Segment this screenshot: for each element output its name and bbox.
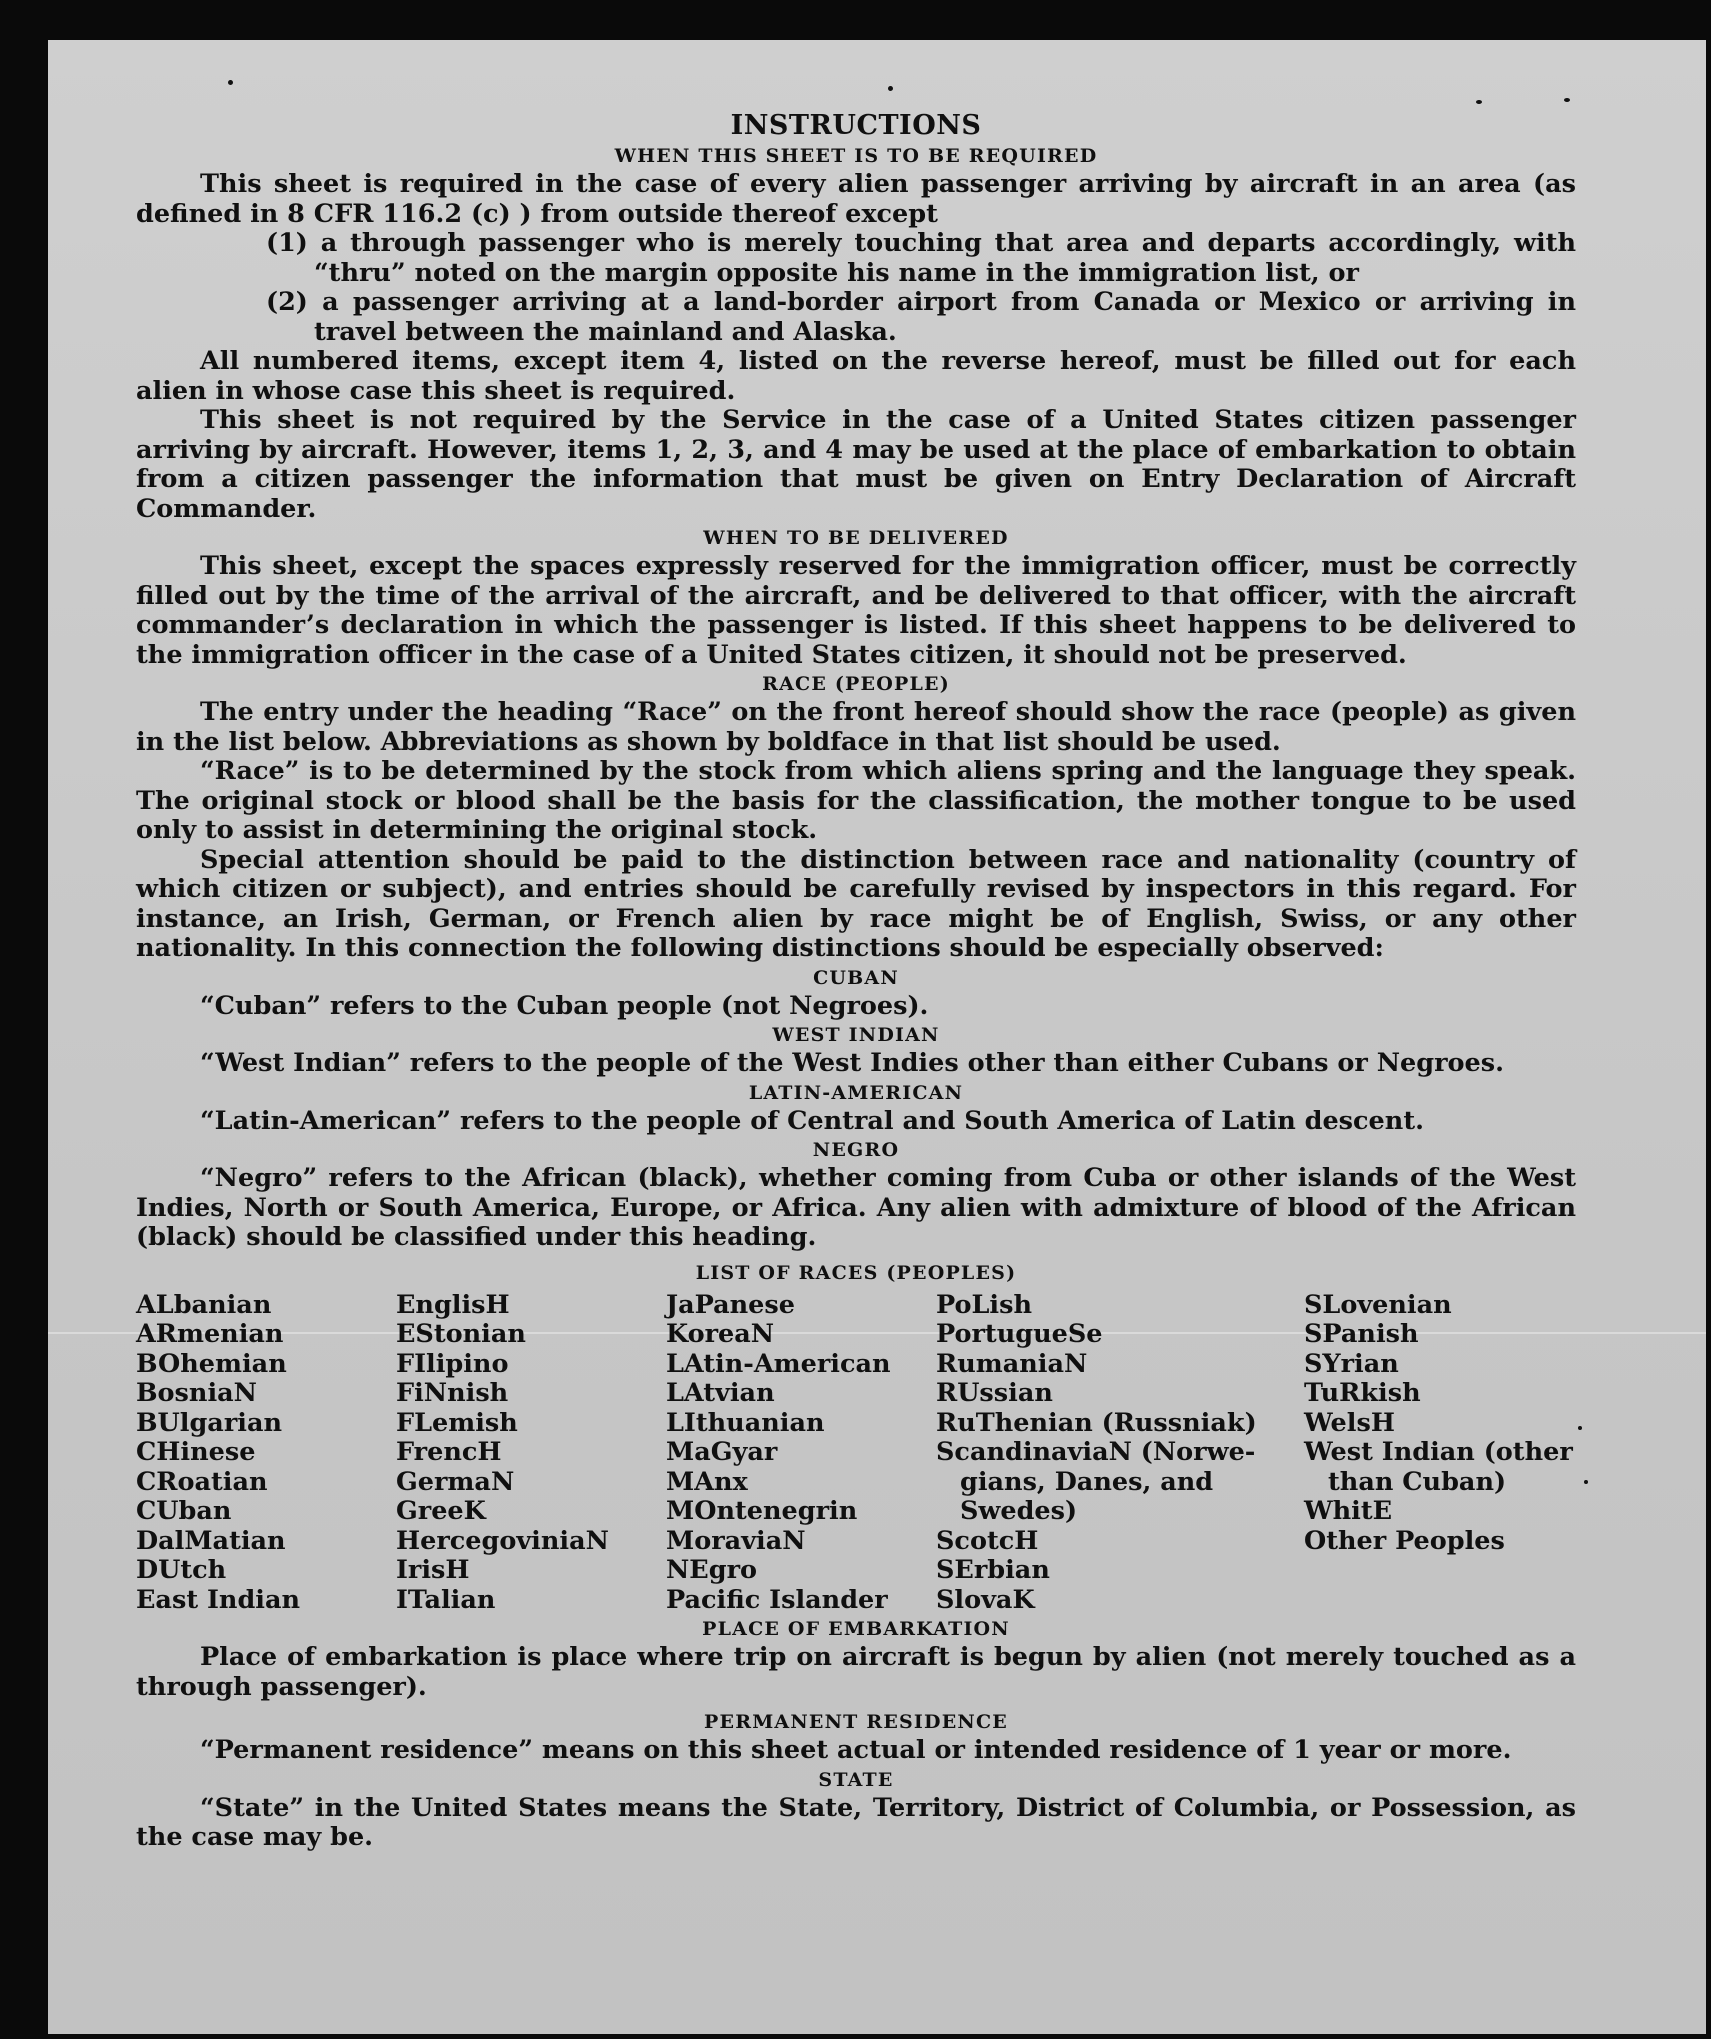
race-item: FiNnish	[396, 1378, 509, 1408]
section-heading-when-delivered: WHEN TO BE DELIVERED	[703, 527, 1009, 549]
race-item: MaGyar	[666, 1437, 778, 1467]
race-item: KoreaN	[666, 1319, 775, 1349]
race-item: JaPanese	[666, 1289, 795, 1320]
race-item: MOntenegrin	[666, 1496, 858, 1526]
race-item: TuRkish	[1304, 1378, 1421, 1408]
race-item: BosniaN	[136, 1378, 257, 1408]
paragraph: Special attention should be paid to the distinction between race and nationality (country of which citizen or subject), and entries should be carefully revised by inspectors in this regard. For instance, an Irish, German, or French alien by race might be of English, Swiss, or any other nationality. In this connection the following distinctions should be especially observed:	[136, 844, 1576, 963]
paragraph: This sheet is not required by the Service in the case of a United States citizen passenger arriving by aircraft. However, items 1, 2, 3, and 4 may be used at the place of embarkation to obtain from a citizen passenger the information that must be given on Entry Declaration of Aircraft Commander.	[136, 405, 1576, 524]
race-item: SlovaK	[936, 1584, 1035, 1615]
race-item: CUban	[136, 1496, 232, 1526]
race-item: BOhemian	[136, 1348, 287, 1379]
section-heading-negro: NEGRO	[812, 1139, 900, 1161]
races-column	[936, 1291, 1304, 1616]
race-item: IrisH	[396, 1555, 470, 1585]
paragraph: “West Indian” refers to the people of the West Indies other than either Cubans or Negroes.	[200, 1048, 1504, 1078]
race-item: PoLish	[936, 1289, 1033, 1320]
race-item: DalMatian	[136, 1525, 286, 1556]
races-column	[136, 1291, 396, 1616]
race-item: Pacific Islander	[666, 1584, 888, 1615]
race-item: ITalian	[396, 1584, 496, 1615]
paragraph: All numbered items, except item 4, listed on the reverse hereof, must be filled out for each alien in whose case this sheet is required.	[136, 346, 1576, 406]
paragraph: The entry under the heading “Race” on the front hereof should show the race (people) as given in the list below. Abbreviations as shown by boldface in that list should be used.	[136, 697, 1576, 757]
paragraph: This sheet, except the spaces expressly reserved for the immigration officer, must be correctly filled out by the time of the arrival of the aircraft, and be delivered to that officer, with the aircraft commander’s declaration in which the passenger is listed. If this sheet happens to be delivered to the immigration officer in the case of a United States citizen, it should not be preserved.	[136, 551, 1576, 670]
paragraph: “Race” is to be determined by the stock from which aliens spring and the language they speak. The original stock or blood shall be the basis for the classification, the mother tongue to be used only to assist in determining the original stock.	[136, 756, 1576, 845]
section-heading-embarkation: PLACE OF EMBARKATION	[702, 1618, 1010, 1640]
document-sheet	[48, 40, 1706, 2034]
race-item: GreeK	[396, 1496, 486, 1526]
speck	[1564, 98, 1570, 102]
speck	[888, 86, 893, 91]
section-heading-list-of-races: LIST OF RACES (PEOPLES)	[695, 1261, 1017, 1284]
race-item: CRoatian	[136, 1466, 268, 1497]
paragraph: Place of embarkation is place where trip on aircraft is begun by alien (not merely touched as a through passenger).	[136, 1642, 1576, 1702]
section-heading-latin-american: LATIN-AMERICAN	[748, 1081, 964, 1104]
race-item: SLovenian	[1304, 1289, 1452, 1320]
race-item: ALbanian	[136, 1289, 272, 1320]
race-item: LAtin-American	[666, 1348, 891, 1379]
race-item: GermaN	[396, 1466, 515, 1497]
paragraph: “State” in the United States means the State, Territory, District of Columbia, or Possession, as the case may be.	[136, 1792, 1576, 1852]
race-item: MAnx	[666, 1466, 748, 1497]
race-item: SErbian	[936, 1555, 1050, 1585]
race-item: West Indian (other	[1304, 1437, 1573, 1467]
section-heading-west-indian: WEST INDIAN	[772, 1024, 940, 1046]
race-item: PortugueSe	[936, 1319, 1103, 1349]
section-heading-state: STATE	[818, 1768, 894, 1791]
race-item: HercegoviniaN	[396, 1525, 609, 1556]
paragraph: “Latin-American” refers to the people of Central and South America of Latin descent.	[200, 1105, 1424, 1136]
list-item: (1) a through passenger who is merely touching that area and departs accordingly, with “thru” noted on the margin opposite his name in the immigration list, or	[266, 228, 1576, 288]
race-item: WelsH	[1304, 1407, 1395, 1438]
race-item: LAtvian	[666, 1378, 775, 1408]
paragraph: This sheet is required in the case of every alien passenger arriving by aircraft in an area (as defined in 8 CFR 116.2 (c) ) from outside thereof except	[136, 169, 1576, 229]
race-item: RUssian	[936, 1378, 1053, 1408]
paragraph: “Permanent residence” means on this sheet actual or intended residence of 1 year or more.	[200, 1735, 1512, 1765]
race-item: Swedes)	[960, 1496, 1078, 1526]
speck	[1476, 100, 1482, 104]
section-heading-permanent-residence: PERMANENT RESIDENCE	[704, 1711, 1008, 1733]
paragraph: “Cuban” refers to the Cuban people (not Negroes).	[200, 990, 929, 1021]
race-item: NEgro	[666, 1555, 758, 1585]
section-heading-cuban: CUBAN	[813, 966, 899, 989]
race-item: ScandinaviaN (Norwe-	[936, 1437, 1256, 1467]
race-item: FLemish	[396, 1407, 518, 1438]
races-column	[1304, 1291, 1576, 1616]
race-item: SPanish	[1304, 1319, 1419, 1349]
speck	[228, 80, 233, 85]
race-item: BUlgarian	[136, 1407, 283, 1438]
section-heading-race: RACE (PEOPLE)	[762, 673, 950, 695]
races-column	[666, 1291, 936, 1616]
race-item: SYrian	[1304, 1348, 1399, 1379]
list-item: (2) a passenger arriving at a land-border airport from Canada or Mexico or arriving in travel between the mainland and Alaska.	[266, 287, 1576, 347]
race-item: CHinese	[136, 1437, 256, 1467]
race-item: DUtch	[136, 1555, 227, 1585]
race-item: WhitE	[1304, 1496, 1393, 1526]
page-title: INSTRUCTIONS	[730, 110, 982, 141]
race-item: FIlipino	[396, 1348, 509, 1379]
instructions-body	[136, 110, 1576, 1853]
race-item: MoraviaN	[666, 1525, 806, 1556]
speck	[1584, 1480, 1588, 1484]
races-list	[136, 1291, 1576, 1616]
race-item: East Indian	[136, 1584, 301, 1615]
race-item: ScotcH	[936, 1525, 1039, 1556]
race-item: LIthuanian	[666, 1407, 825, 1438]
race-item: EnglisH	[396, 1289, 510, 1320]
race-item: FrencH	[396, 1437, 502, 1467]
race-item: Other Peoples	[1304, 1525, 1505, 1556]
paragraph: “Negro” refers to the African (black), whether coming from Cuba or other islands of the West Indies, North or South America, Europe, or Africa. Any alien with admixture of blood of the African (black) should be classified under this heading.	[136, 1163, 1576, 1252]
race-item: EStonian	[396, 1319, 526, 1349]
race-item: than Cuban)	[1328, 1466, 1507, 1497]
race-item: ARmenian	[136, 1319, 284, 1349]
section-heading-when-required: WHEN THIS SHEET IS TO BE REQUIRED	[614, 145, 1098, 167]
race-item: gians, Danes, and	[960, 1466, 1214, 1497]
speck	[1578, 1426, 1582, 1430]
race-item: RumaniaN	[936, 1348, 1088, 1379]
race-item: RuThenian (Russniak)	[936, 1407, 1257, 1438]
races-column	[396, 1291, 666, 1616]
